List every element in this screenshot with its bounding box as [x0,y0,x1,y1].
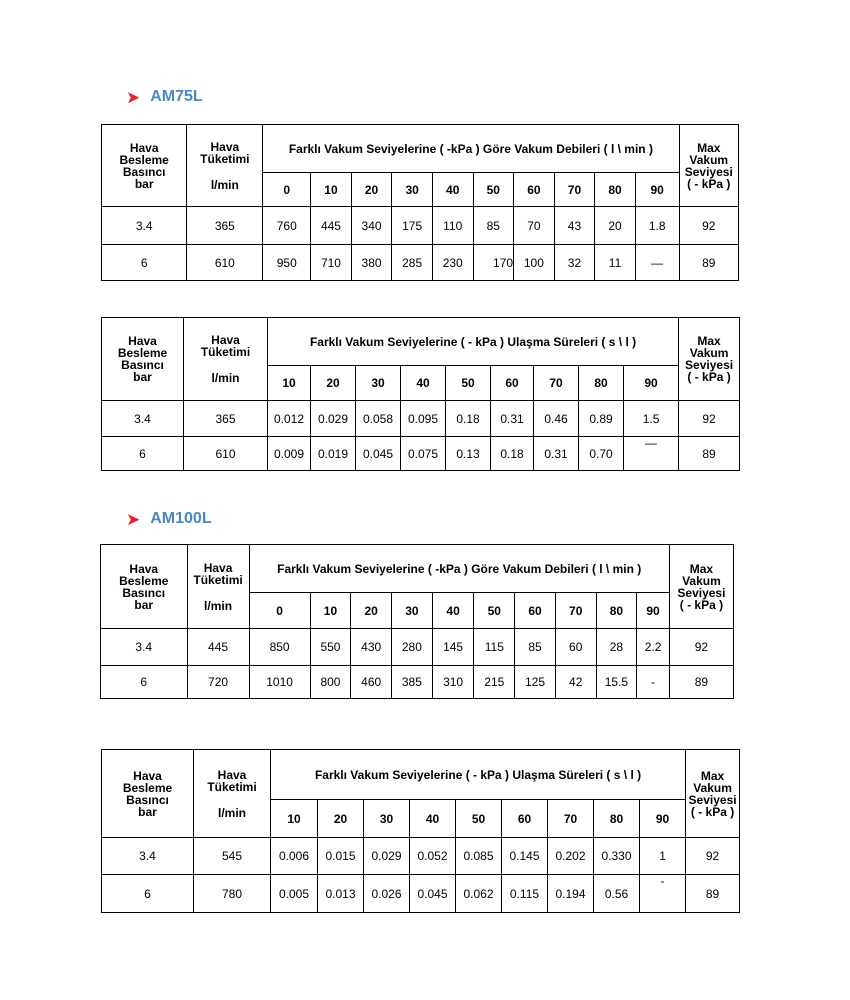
value-cell: 125 [515,666,556,699]
pressure-cell: 6 [102,245,187,281]
header-line: Tüketimi [193,572,243,587]
header-line: Vakum [689,152,729,167]
header-line: Vakum [682,573,721,588]
pressure-cell: 3.4 [102,401,184,437]
level-header: 30 [392,173,433,207]
value-cell: 0.012 [268,401,311,437]
max-cell: 92 [686,838,740,875]
level-header: 40 [432,593,474,629]
max-cell: 92 [679,207,738,245]
value-cell: 0.145 [502,838,548,875]
value-cell: 0.70 [579,437,624,471]
level-header: 70 [548,800,594,838]
header-max-vacuum [686,750,740,838]
value-cell: 0.56 [594,875,640,913]
pressure-cell: 6 [102,437,184,471]
header-line: ( - kPa ) [687,370,731,384]
value-cell: 1.5 [624,401,679,437]
value-cell: 0.058 [356,401,401,437]
table-row [101,666,734,699]
max-cell: 92 [679,401,740,437]
level-header: 10 [310,593,351,629]
value-cell: 32 [554,245,595,281]
level-header: 20 [311,366,356,401]
value-cell: 0.062 [456,875,502,913]
header-line: ( - kPa ) [679,597,724,612]
arrow-bullet-icon: ➤ [126,509,141,529]
table-row [102,401,740,437]
header-line: Seviyesi [688,792,737,807]
level-header: 60 [514,173,555,207]
vacuum-flow-table-am75l [101,124,739,281]
value-cell: 0.31 [491,401,534,437]
vacuum-time-table-am75l [101,317,740,471]
value-cell: 340 [351,207,392,245]
value-cell: 100 [514,245,555,281]
header-line: Besleme [119,152,169,167]
section-title: AM100L [150,510,212,527]
header-supply-pressure [102,125,187,207]
header-line: Max [700,768,725,783]
header-line: Max [697,140,721,155]
table-row [101,629,734,666]
level-header: 50 [473,173,514,207]
max-cell: 89 [679,245,738,281]
value-cell: 70 [514,207,555,245]
value-cell: 760 [263,207,311,245]
consumption-cell: 610 [187,245,263,281]
header-air-consumption [187,125,263,207]
value-cell: 15.5 [596,666,637,699]
level-header: 80 [596,593,637,629]
value-cell: 285 [392,245,433,281]
value-cell: 115 [474,629,515,666]
section-heading-am75l [126,88,203,106]
value-cell: 710 [311,245,352,281]
header-line: l/min [210,177,239,192]
value-cell: 170 [473,245,514,281]
value-cell: 950 [263,245,311,281]
pressure-cell: 3.4 [102,207,187,245]
value-cell: 0.015 [318,838,364,875]
value-cell: 85 [515,629,556,666]
value-cell: 0.46 [534,401,579,437]
value-cell: 0.005 [271,875,318,913]
consumption-cell: 720 [187,666,249,699]
value-cell: 0.075 [401,437,446,471]
value-cell: 110 [432,207,473,245]
header-max-vacuum [669,545,733,629]
level-header: 0 [263,173,311,207]
level-header: 60 [515,593,556,629]
header-main-title: Farklı Vakum Seviyelerine ( - kPa ) Ulaşma Süreleri ( s \ l ) [268,318,679,366]
level-header: 50 [446,366,491,401]
header-line: Hava [203,560,233,575]
level-header: 40 [401,366,446,401]
consumption-cell: 445 [187,629,249,666]
header-air-consumption [187,545,249,629]
header-line: Hava [133,768,162,783]
value-cell: 850 [249,629,310,666]
level-header: 70 [554,173,595,207]
value-cell: — [635,245,679,281]
value-cell: 460 [351,666,392,699]
value-cell: - [640,875,686,913]
header-main-title: Farklı Vakum Seviyelerine ( -kPa ) Göre Vakum Debileri ( l \ min ) [249,545,669,593]
level-header: 10 [271,800,318,838]
value-cell: 0.194 [548,875,594,913]
value-cell: 280 [392,629,433,666]
pressure-cell: 3.4 [102,838,194,875]
consumption-cell: 610 [184,437,268,471]
section-title: AM75L [150,88,203,105]
header-supply-pressure [101,545,188,629]
header-line: Max [689,561,714,576]
header-line: Max [697,334,721,348]
value-cell: 550 [310,629,351,666]
header-line: Besleme [119,573,169,588]
value-cell: 0.085 [456,838,502,875]
max-cell: 92 [669,629,733,666]
header-air-consumption [184,318,268,401]
value-cell: 175 [392,207,433,245]
level-header: 70 [555,593,596,629]
level-header: 70 [534,366,579,401]
level-header: 20 [351,173,392,207]
value-cell: 20 [595,207,636,245]
table-row [102,437,740,471]
value-cell: 2.2 [637,629,670,666]
section-heading-am100l [126,510,212,528]
level-header: 60 [502,800,548,838]
value-cell: 0.202 [548,838,594,875]
header-line: Hava [129,561,159,576]
level-header: 50 [474,593,515,629]
level-header: 40 [410,800,456,838]
header-line: Tüketimi [207,779,257,794]
value-cell: 0.095 [401,401,446,437]
pressure-cell: 6 [102,875,194,913]
value-cell: 1 [640,838,686,875]
level-header: 80 [579,366,624,401]
level-header: 90 [637,593,670,629]
header-line: bar [133,370,152,384]
consumption-cell: 780 [194,875,271,913]
value-cell: 43 [554,207,595,245]
value-cell: 0.18 [446,401,491,437]
consumption-cell: 545 [194,838,271,875]
arrow-bullet-icon: ➤ [126,87,141,107]
vacuum-flow-table-am100l [100,544,734,699]
value-cell: 60 [555,629,596,666]
header-line: Vakum [689,346,729,360]
header-line: Basıncı [126,792,169,807]
header-line: bar [134,176,154,191]
header-line: Hava [210,139,240,154]
header-line: Basıncı [122,585,166,600]
value-cell: 430 [351,629,392,666]
header-line: Hava [128,334,157,348]
header-line: Tüketimi [200,345,251,359]
value-cell: 445 [311,207,352,245]
value-cell: 0.045 [356,437,401,471]
value-cell: 0.019 [311,437,356,471]
header-line: Basıncı [121,358,164,372]
value-cell: - [637,666,670,699]
level-header: 50 [456,800,502,838]
header-line: l/min [211,371,240,385]
value-cell: 310 [432,666,474,699]
header-line: l/min [204,598,233,613]
value-cell: 0.89 [579,401,624,437]
table-row [102,838,740,875]
header-main-title: Farklı Vakum Seviyelerine ( - kPa ) Ulaşma Süreleri ( s \ l ) [271,750,686,800]
header-line: Seviyesi [677,585,726,600]
header-supply-pressure [102,750,194,838]
max-cell: 89 [686,875,740,913]
header-line: Basıncı [122,164,166,179]
consumption-cell: 365 [184,401,268,437]
header-air-consumption [194,750,271,838]
value-cell: 0.045 [410,875,456,913]
level-header: 90 [635,173,679,207]
value-cell: 145 [432,629,474,666]
header-max-vacuum [679,125,738,207]
value-cell: 1010 [249,666,310,699]
table-row [102,207,739,245]
header-line: Tüketimi [200,151,250,166]
pressure-cell: 6 [101,666,188,699]
header-line: ( - kPa ) [690,804,735,819]
value-cell: 0.006 [271,838,318,875]
level-header: 60 [491,366,534,401]
header-line: Besleme [117,346,168,360]
header-line: bar [134,597,154,612]
level-header: 30 [364,800,410,838]
header-line: ( - kPa ) [687,176,731,191]
value-cell: 0.330 [594,838,640,875]
max-cell: 89 [679,437,740,471]
max-cell: 89 [669,666,733,699]
value-cell: 0.18 [491,437,534,471]
level-header: 90 [640,800,686,838]
level-header: 30 [356,366,401,401]
value-cell: 380 [351,245,392,281]
value-cell: 230 [432,245,473,281]
value-cell: — [624,437,679,471]
level-header: 20 [318,800,364,838]
header-line: Hava [129,140,159,155]
level-header: 90 [624,366,679,401]
value-cell: 0.052 [410,838,456,875]
header-line: Besleme [122,780,173,795]
level-header: 30 [392,593,433,629]
value-cell: 800 [310,666,351,699]
value-cell: 385 [392,666,433,699]
value-cell: 42 [555,666,596,699]
level-header: 10 [268,366,311,401]
pressure-cell: 3.4 [101,629,188,666]
header-line: l/min [217,805,246,820]
value-cell: 0.013 [318,875,364,913]
value-cell: 1.8 [635,207,679,245]
header-supply-pressure [102,318,184,401]
header-line: bar [138,804,157,819]
vacuum-time-table-am100l [101,749,740,913]
value-cell: 0.029 [311,401,356,437]
header-line: Seviyesi [684,164,733,179]
header-line: Hava [217,767,247,782]
value-cell: 85 [473,207,514,245]
value-cell: 0.13 [446,437,491,471]
level-header: 20 [351,593,392,629]
header-max-vacuum [679,318,740,401]
value-cell: 215 [474,666,515,699]
level-header: 40 [432,173,473,207]
level-header: 10 [311,173,352,207]
header-line: Hava [211,333,240,347]
table-row [102,875,740,913]
header-line: Seviyesi [685,358,734,372]
consumption-cell: 365 [187,207,263,245]
level-header: 0 [249,593,310,629]
level-header: 80 [594,800,640,838]
header-line: Vakum [693,780,732,795]
value-cell: 28 [596,629,637,666]
value-cell: 0.009 [268,437,311,471]
header-main-title: Farklı Vakum Seviyelerine ( -kPa ) Göre Vakum Debileri ( l \ min ) [263,125,679,173]
table-row [102,245,739,281]
value-cell: 0.115 [502,875,548,913]
value-cell: 0.31 [534,437,579,471]
value-cell: 11 [595,245,636,281]
value-cell: 0.026 [364,875,410,913]
value-cell: 0.029 [364,838,410,875]
level-header: 80 [595,173,636,207]
